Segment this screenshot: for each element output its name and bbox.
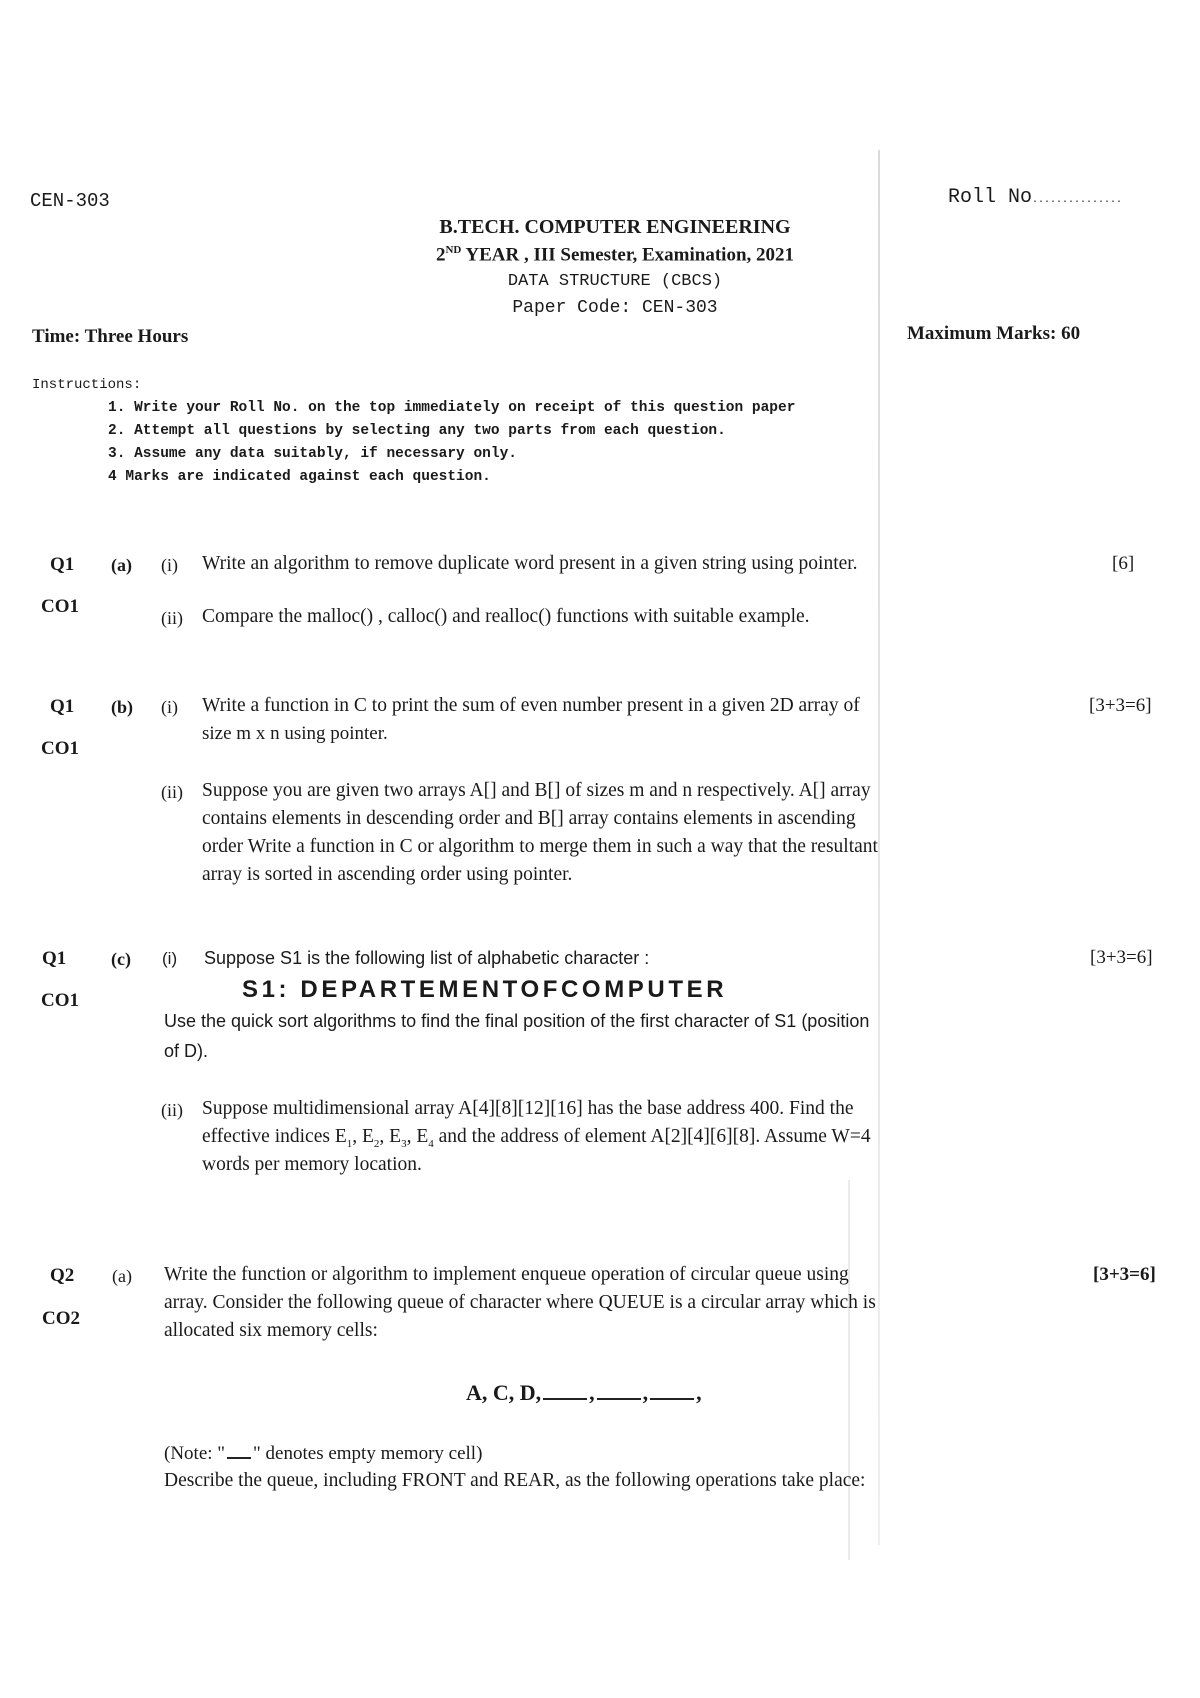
question-text: Use the quick sort algorithms to find the final position of the first character of S1 (position [164,1011,870,1031]
question-number: Q1 [50,696,75,717]
subpart-number: (i) [161,555,178,575]
exam-year [300,244,930,266]
maximum-marks: Maximum Marks: 60 [907,323,1081,344]
question-text: contains elements in descending order and B[] array contains elements in ascending [202,808,856,829]
page-fold-line-lower [848,1180,850,1560]
exam-time: Time: Three Hours [32,326,189,347]
question-text: Write a function in C to print the sum of even number present in a given 2D array of [202,695,860,716]
empty-cell [597,1398,641,1400]
queue-note [164,1443,482,1465]
subpart-number: (ii) [161,608,183,628]
question-number: Q1 [50,554,75,575]
subject-name: DATA STRUCTURE (CBCS) [507,272,723,291]
question-marks: [3+3=6] [1089,695,1152,716]
queue-contents: A, C, D, , , , [466,1380,702,1405]
question-marks: [6] [1112,553,1135,574]
course-code: CEN-303 [30,190,110,212]
question-text: words per memory location. [202,1154,422,1175]
page-fold-line [878,150,880,1545]
question-part: (c) [111,949,131,969]
address-text: and the address of element A[2][4][6][8]. Assume W=4 [438,1126,871,1147]
subpart-number: (i) [162,949,178,968]
question-text: array. Consider the following queue of character where QUEUE is a circular array which is [164,1292,876,1313]
question-text: Suppose you are given two arrays A[] and B[] of sizes m and n respectively. A[] array [202,780,871,801]
instruction-item: 3. Assume any data suitably, if necessary only. [108,446,517,462]
note-close: " denotes empty memory cell) [253,1443,483,1464]
empty-cell [650,1398,694,1400]
subpart-number: (i) [161,697,178,717]
question-text: size m x n using pointer. [202,723,388,744]
year-text: YEAR , III Semester, Examination, 2021 [461,244,795,266]
question-text: of D). [164,1041,209,1061]
note-open: (Note: " [164,1443,226,1464]
empty-cell [543,1398,587,1400]
exam-title: B.TECH. COMPUTER ENGINEERING [439,216,791,238]
indices-text: effective indices E [202,1126,347,1147]
roll-no-label [948,186,1122,209]
subpart-number: (ii) [161,1100,183,1120]
question-text: order Write a function in C or algorithm to merge them in such a way that the resultant [202,836,878,857]
s1-character-list: S1: DEPARTEMENTOFCOMPUTER [242,976,728,1003]
roll-no-dots: ............... [1032,195,1123,206]
question-number: Q2 [50,1265,75,1286]
question-part: (a) [112,1266,132,1286]
question-text: effective indices $E_1$, $E_2$, $E_3$, $E_4$ and the address of element A[2][4][6][8]. Assume W=4 [202,1126,871,1150]
subpart-number: (ii) [161,782,183,802]
empty-cell-symbol [227,1457,251,1459]
question-text: allocated six memory cells: [164,1320,378,1341]
question-text: Write an algorithm to remove duplicate word present in a given string using pointer. [202,553,858,574]
question-text: Describe the queue, including FRONT and REAR, as the following operations take place: [164,1470,866,1491]
course-outcome: CO2 [42,1308,80,1329]
instructions-heading: Instructions: [32,377,142,393]
course-outcome: CO1 [41,596,79,617]
question-number: Q1 [42,948,67,969]
instruction-item: 1. Write your Roll No. on the top immediately on receipt of this question paper [108,400,796,416]
question-marks: [3+3=6] [1090,947,1153,968]
question-text: array is sorted in ascending order using pointer. [202,864,573,885]
instruction-item: 2. Attempt all questions by selecting any two parts from each question. [108,423,726,439]
question-text: Suppose multidimensional array A[4][8][12][16] has the base address 400. Find the [202,1098,854,1119]
instruction-item: 4 Marks are indicated against each question. [108,469,491,485]
question-marks: [3+3=6] [1093,1264,1156,1285]
question-text: Write the function or algorithm to implement enqueue operation of circular queue using [164,1264,849,1285]
year-number: 2 [435,244,446,266]
roll-no-text: Roll No [948,186,1033,209]
question-text: Compare the malloc() , calloc() and realloc() functions with suitable example. [202,606,810,627]
question-text: Suppose S1 is the following list of alphabetic character : [204,948,650,968]
course-outcome: CO1 [41,990,79,1011]
year-superscript: ND [445,244,462,256]
course-outcome: CO1 [41,738,79,759]
queue-values: A, C, D, [466,1380,542,1405]
question-part: (a) [111,555,132,575]
question-part: (b) [111,697,133,717]
paper-code: Paper Code: CEN-303 [512,298,718,318]
